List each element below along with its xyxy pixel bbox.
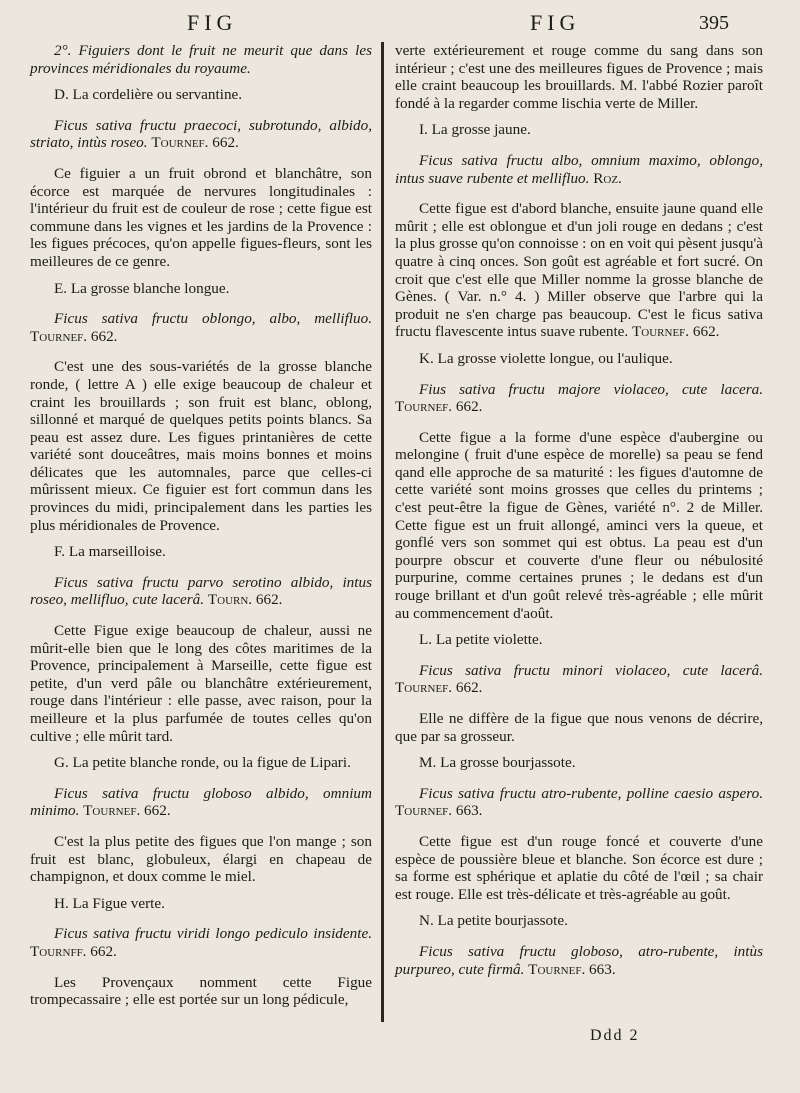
variety-heading-n: N. La petite bourjassote. — [419, 912, 568, 930]
description-e: C'est une des sous-variétés de la grosse blanche ronde, ( lettre A ) elle exige beaucoup de chaleur et craint les brouillards ; son fruit est blanc, oblong, sillonné et marqué de quelques petits points blancs. Sa peau est assez dure. Les figues printanières de cette variété sont douceâtres, mais moins bonnes et moins délicates que les automnales, parce que celles-ci mûrissent mieux. Ce figuier est fort commun dans les provinces du midi, principalement dans les parties les plus méridionales de Provence. — [30, 358, 372, 534]
variety-heading-e: E. La grosse blanche longue. — [54, 279, 230, 297]
latin-name-h: Ficus sativa fructu viridi longo pediculo insidente. Tournff. 662. — [30, 925, 372, 960]
description-f: Cette Figue exige beaucoup de chaleur, aussi ne mûrit-elle bien que le long des côtes maritimes de la Provence, principalement à Marseille, cette figue est petite, d'un verd pâle ou blanchâtre extérieurement, rouge dans l'intérieur : elle passe, avec raison, pour la meilleure et la plus parfumée de toutes celles qu'on cultive ; elle mûrit tard. — [30, 622, 372, 745]
variety-heading-i: I. La grosse jaune. — [419, 121, 531, 139]
description-m: Cette figue est d'un rouge foncé et couverte d'une espèce de poussière bleue et blanche. Son écorce est dure ; sa forme est sphérique et aplatie du côté de l'œil ; sa chair est rouge. Elle est très-délicate et très-agréable au goût. — [395, 832, 763, 903]
description-k: Cette figue a la forme d'une espèce d'aubergine ou melongine ( fruit d'une espèce de morelle) sa peau se fend qand elle approche de sa maturité : les figues d'automne de cette variété sont moins grosses que celles du printems ; c'est peut-être la figue de Gènes, variété n°. 2 de Miller. Cette figue est un fruit allongé, aminci vers la queue, et gonflé vers son sommet qui est obtus. La peau est d'un pourpre obscur et couverte d'une fleur ou nébulosité purpurine, comme certaines prunes ; le dedans est d'un rouge brillant et d'un goût relevé très-agréable ; elle mûrit au commencement d'août. — [395, 428, 763, 622]
latin-name-k: Fius sativa fructu majore violaceo, cute lacera. Tournef. 662. — [395, 380, 763, 416]
description-h-continued: verte extérieurement et rouge comme du sang dans son intérieur ; c'est une des meilleures figues de Provence ; mais elle craint beaucoup les brouillards. M. l'abbé Rozier paroît fondé à la regarder comme lischia verte de Miller. — [395, 42, 763, 112]
latin-name-m: Ficus sativa fructu atro-rubente, polline caesio aspero. Tournef. 663. — [395, 784, 763, 820]
variety-heading-m: M. La grosse bourjassote. — [419, 754, 576, 772]
section-heading: 2°. Figuiers dont le fruit ne meurit que dans les provinces méridionales du royaume. — [30, 42, 372, 77]
left-column — [30, 42, 372, 1018]
description-l: Elle ne diffère de la figue que nous venons de décrire, que par sa grosseur. — [395, 710, 763, 745]
variety-heading-l: L. La petite violette. — [419, 631, 543, 649]
latin-name-f: Ficus sativa fructu parvo serotino albido, intus roseo, mellifluo, cute lacerâ. Tourn. 662. — [30, 573, 372, 609]
page-number: 395 — [699, 12, 729, 34]
description-d: Ce figuier a un fruit obrond et blanchâtre, son écorce est marquée de nervures longitudinales : l'intérieur du fruit est de couleur de rose ; cette figue est commune dans les vignes et les jardins de la Provence : les figues précoces, qu'on appelle figues-fleurs, sont les meilleures de ce genre. — [30, 164, 372, 270]
variety-heading-f: F. La marseilloise. — [54, 543, 166, 561]
running-head-left: FIG — [187, 10, 238, 35]
variety-heading-g: G. La petite blanche ronde, ou la figue de Lipari. — [54, 754, 351, 772]
variety-heading-k: K. La grosse violette longue, ou l'aulique. — [419, 349, 673, 367]
latin-name-g: Ficus sativa fructu globoso albido, omnium minimo. Tournef. 662. — [30, 784, 372, 820]
latin-name-i: Ficus sativa fructu albo, omnium maximo, oblongo, intus suave rubente et mellifluo. Roz. — [395, 151, 763, 187]
latin-name-d: Ficus sativa fructu praecoci, subrotundo, albido, striato, intùs roseo. Tournef. 662. — [30, 116, 372, 152]
right-column — [395, 42, 763, 991]
description-h: Les Provençaux nomment cette Figue trompecassaire ; elle est portée sur un long pédicule, — [30, 973, 372, 1009]
column-divider — [381, 42, 384, 1022]
latin-name-l: Ficus sativa fructu minori violaceo, cute lacerâ. Tournef. 662. — [395, 661, 763, 697]
latin-name-n: Ficus sativa fructu globoso, atro-rubente, intùs purpureo, cute firmâ. Tournef. 663. — [395, 942, 763, 978]
latin-name-e: Ficus sativa fructu oblongo, albo, mellifluo. Tournef. 662. — [30, 310, 372, 345]
variety-heading-d: D. La cordelière ou servantine. — [54, 86, 243, 104]
description-i: Cette figue est d'abord blanche, ensuite jaune quand elle mûrit ; elle est oblongue et d'un joli rouge en dedans ; c'est la plus grosse qu'on connoisse : on en voit qui pèsent jusqu'à quatre à cinq onces. Son goût est agréable et fort sucré. On croit que c'est elle que Miller nomme la grosse blanche de Gènes. ( Var. n.° 4. ) Miller observe que l'arbre qui la produit ne s'en charge pas beaucoup. C'est le ficus sativa fructu flavescente intus suave rubente. Tournef. 662. — [395, 200, 763, 341]
variety-heading-h: H. La Figue verte. — [54, 894, 165, 912]
running-head-right: FIG — [530, 10, 581, 35]
description-g: C'est la plus petite des figues que l'on mange ; son fruit est blanc, globuleux, élargi en chapeau de champignon, et doux comme le miel. — [30, 832, 372, 886]
signature-mark: Ddd 2 — [590, 1027, 640, 1044]
